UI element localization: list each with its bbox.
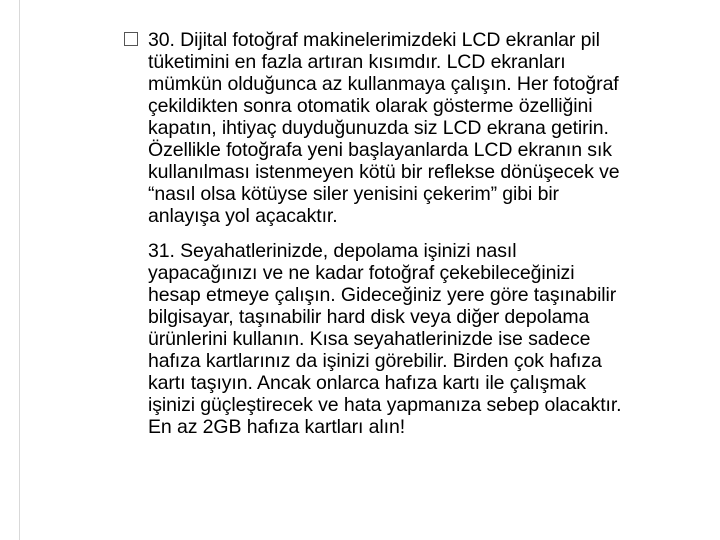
paragraph-line: hafıza kartlarınız da işinizi görebilir. Birden çok hafıza	[148, 350, 602, 372]
paragraph-line: Özellikle fotoğrafa yeni başlayanlarda LCD ekranın sık	[148, 139, 612, 161]
paragraph-line: hesap etmeye çalışın. Gideceğiniz yere göre taşınabilir	[148, 284, 617, 306]
left-margin-bar	[0, 0, 20, 540]
paragraph-line: kapatın, ihtiyaç duyduğunuzda siz LCD ekrana getirin.	[148, 117, 609, 139]
square-bullet-icon	[124, 32, 138, 46]
paragraph-line: “nasıl olsa kötüyse siler yenisini çekerim” gibi bir	[148, 183, 559, 205]
paragraph-line: anlayışa yol açacaktır.	[148, 205, 338, 227]
paragraph-line: çekildikten sonra otomatik olarak gösterme özelliğini	[148, 95, 593, 117]
paragraph-line: kartı taşıyın. Ancak onlarca hafıza kartı ile çalışmak	[148, 372, 586, 394]
paragraph-line: En az 2GB hafıza kartları alın!	[148, 416, 406, 438]
paragraph-line: 30. Dijital fotoğraf makinelerimizdeki LCD ekranlar pil	[148, 29, 600, 51]
paragraph-line: bilgisayar, taşınabilir hard disk veya diğer depolama	[148, 306, 590, 328]
paragraph-line: ürünlerini kullanın. Kısa seyahatlerinizde ise sadece	[148, 328, 591, 350]
paragraph-line: mümkün olduğunca az kullanmaya çalışın. Her fotoğraf	[148, 73, 619, 95]
paragraph-line: kullanılması istenmeyen kötü bir reflekse dönüşecek ve	[148, 161, 620, 183]
paragraph-line: tüketimini en fazla artıran kısımdır. LCD ekranları	[148, 51, 566, 73]
paragraph-tip-31	[148, 240, 621, 438]
paragraph-line: işinizi güçleştirecek ve hata yapmanıza sebep olacaktır.	[148, 394, 622, 416]
paragraph-tip-30	[148, 29, 620, 227]
paragraph-line: yapacağınızı ve ne kadar fotoğraf çekebileceğinizi	[148, 262, 575, 284]
paragraph-line: 31. Seyahatlerinizde, depolama işinizi nasıl	[148, 240, 517, 262]
